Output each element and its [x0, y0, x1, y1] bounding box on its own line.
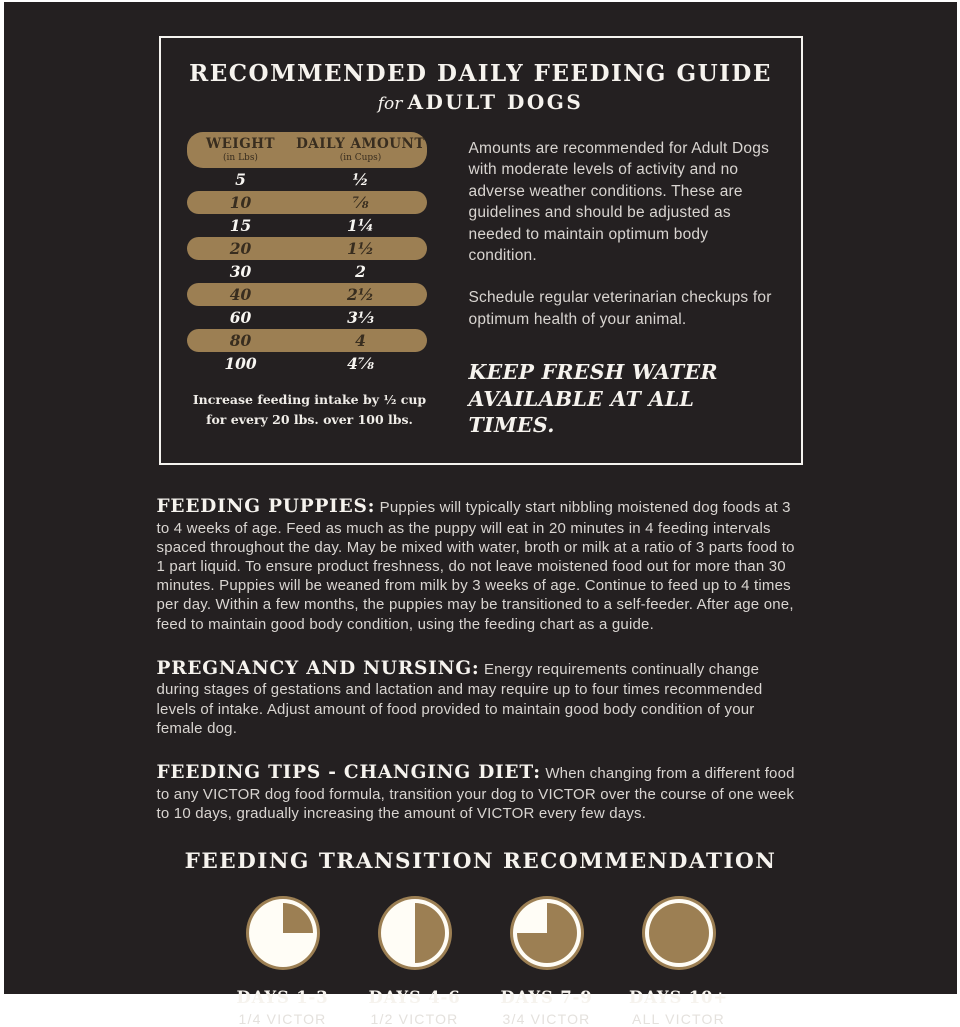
amount-value: 4	[355, 331, 366, 350]
transition-step-2	[355, 896, 475, 1027]
table-row	[187, 260, 427, 283]
info-sections	[157, 495, 805, 823]
transition-pies	[4, 896, 957, 1027]
section-heading: FEEDING PUPPIES:	[156, 495, 376, 517]
weight-value: 20	[229, 239, 252, 258]
section-body: Puppies will typically start nibbling moistened dog foods at 3 to 4 weeks of age. Feed as much as the puppy will eat in 20 minutes in 4 feeding intervals spaced throughout the day. May be mixed with water, broth or milk at a ratio of 3 parts food to 1 part liquid. To ensure product freshness, do not leave moistened food out for more than 30 minutes. Puppies will be weaned from milk by 3 weeks of age. Continue to feed up to 4 times per day. Within a few months, the puppies may be transitioned to a self-feeder. After age one, feed to maintain good body condition, using the feeding chart as a guide.	[156, 498, 795, 633]
section-body: When changing from a different food to any VICTOR dog food formula, transition your dog to VICTOR over the course of one week to 10 days, gradually increasing the amount of VICTOR every few days.	[156, 764, 795, 822]
section-feeding-puppies	[157, 495, 805, 634]
section-heading: PREGNANCY AND NURSING:	[156, 657, 480, 679]
feeding-table	[187, 132, 427, 439]
half-victor-pie-icon	[385, 903, 445, 963]
weight-value: 10	[229, 193, 252, 212]
feeding-guide-box	[159, 36, 803, 465]
pie-mix-label: 1/2 VICTOR	[370, 1011, 459, 1027]
pie-days-label: DAYS 10+	[629, 988, 728, 1007]
guide-subtitle	[187, 90, 775, 114]
table-row	[187, 306, 427, 329]
pie-ring	[510, 896, 584, 970]
section-body: Energy requirements continually change during stages of gestations and lactation and may require up to four times recommended levels of intake. Adjust amount of food provided to maintain good body condition of your female dog.	[156, 660, 763, 737]
table-row	[187, 237, 427, 260]
weight-value: 5	[235, 170, 246, 189]
pie-mix-label: 1/4 VICTOR	[238, 1011, 327, 1027]
header-weight	[187, 136, 295, 163]
guide-notes	[427, 132, 775, 439]
full-victor-pie-icon	[649, 903, 709, 963]
header-amount-unit: (in Cups)	[339, 153, 382, 163]
amount-value: 2	[355, 262, 366, 281]
section-pregnancy-nursing	[157, 657, 805, 738]
section-feeding-tips	[157, 761, 805, 823]
pie-days-label: DAYS 7-9	[500, 988, 593, 1007]
amount-value: 1½	[347, 239, 374, 258]
table-row	[187, 168, 427, 191]
amount-value: 1¼	[347, 216, 374, 235]
water-notice: KEEP FRESH WATER AVAILABLE AT ALL TIMES.	[468, 360, 718, 438]
weight-value: 80	[229, 331, 252, 350]
guide-note-activity: Amounts are recommended for Adult Dogs with moderate levels of activity and no adverse weather conditions. These are guidelines and should be adjusted as needed to maintain optimum body condition.	[468, 140, 770, 264]
section-heading: FEEDING TIPS - CHANGING DIET:	[156, 761, 541, 783]
table-footnote: Increase feeding intake by ½ cup for every 20 lbs. over 100 lbs.	[192, 392, 427, 427]
amount-value: ⅞	[352, 193, 369, 212]
amount-value: 3⅓	[347, 308, 374, 327]
weight-value: 15	[229, 216, 252, 235]
header-amount-label: DAILY AMOUNT	[296, 136, 425, 152]
header-weight-unit: (in Lbs)	[223, 153, 258, 163]
table-row	[187, 191, 427, 214]
quarter-victor-pie-icon	[253, 903, 313, 963]
table-row	[187, 352, 427, 375]
transition-step-4	[619, 896, 739, 1027]
pie-days-label: DAYS 1-3	[236, 988, 329, 1007]
guide-columns	[187, 132, 775, 439]
pie-days-label: DAYS 4-6	[368, 988, 461, 1007]
amount-value: 4⅞	[347, 354, 374, 373]
guide-title: RECOMMENDED DAILY FEEDING GUIDE	[189, 60, 772, 87]
transition-step-1	[223, 896, 343, 1027]
label-panel	[4, 2, 957, 1027]
header-weight-label: WEIGHT	[205, 136, 276, 152]
amount-value: 2½	[347, 285, 374, 304]
transition-step-3	[487, 896, 607, 1027]
pie-mix-label: 3/4 VICTOR	[502, 1011, 591, 1027]
three-quarter-victor-pie-icon	[517, 903, 577, 963]
weight-value: 60	[229, 308, 252, 327]
weight-value: 30	[229, 262, 252, 281]
weight-value: 40	[229, 285, 252, 304]
amount-value: ½	[352, 170, 369, 189]
transition-title: FEEDING TRANSITION RECOMMENDATION	[184, 849, 777, 874]
pie-mix-label: ALL VICTOR	[632, 1011, 725, 1027]
pie-ring	[246, 896, 320, 970]
pie-ring	[642, 896, 716, 970]
guide-subtitle-prefix: for	[377, 94, 403, 114]
table-row	[187, 214, 427, 237]
guide-note-vet: Schedule regular veterinarian checkups for optimum health of your animal.	[468, 289, 772, 328]
feeding-table-header	[187, 132, 427, 168]
weight-value: 100	[224, 354, 257, 373]
pie-ring	[378, 896, 452, 970]
header-amount	[295, 136, 427, 163]
table-row	[187, 329, 427, 352]
table-row	[187, 283, 427, 306]
guide-subtitle-audience: ADULT DOGS	[407, 90, 584, 114]
